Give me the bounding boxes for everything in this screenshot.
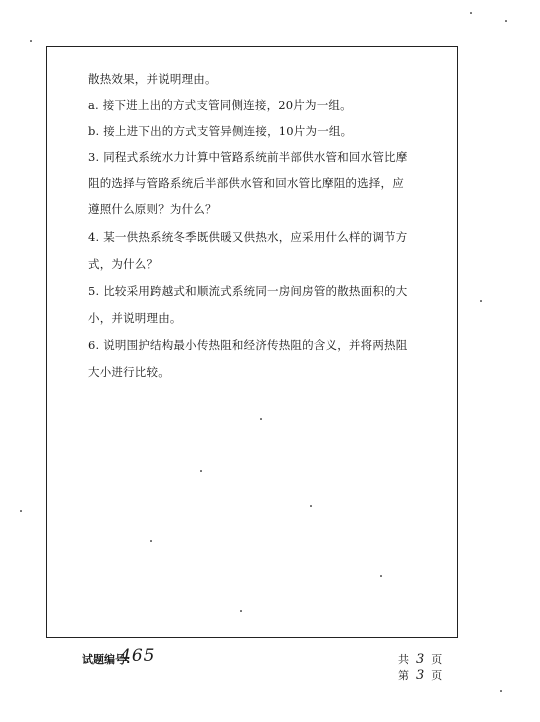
- total-pages-value: 3: [416, 652, 425, 667]
- question-4-line-1: 4. 某一供热系统冬季既供暖又供热水，应采用什么样的调节方: [88, 230, 408, 244]
- question-5-line-2: 小，并说明理由。: [88, 311, 182, 325]
- current-page-value: 3: [416, 668, 425, 683]
- current-page-suffix: 页: [431, 669, 443, 682]
- total-pages-suffix: 页: [431, 653, 443, 666]
- exam-code-label: 试题编号:: [82, 653, 131, 666]
- question-6-line-2: 大小进行比较。: [88, 365, 170, 379]
- question-3-line-2: 阻的选择与管路系统后半部供水管和回水管比摩阻的选择，应: [88, 176, 404, 190]
- total-pages-prefix: 共: [398, 653, 409, 666]
- question-5-line-1: 5. 比较采用跨越式和顺流式系统同一房间房管的散热面积的大: [88, 284, 408, 298]
- question-3-line-3: 遵照什么原则？为什么？: [88, 202, 217, 216]
- text-line-option-a: a. 接下进上出的方式支管同侧连接，20片为一组。: [88, 98, 352, 112]
- question-4-line-2: 式，为什么？: [88, 257, 159, 271]
- text-line-intro: 散热效果，并说明理由。: [88, 72, 217, 86]
- question-3-line-1: 3. 同程式系统水力计算中管路系统前半部供水管和回水管比摩: [88, 150, 408, 164]
- total-pages: [398, 651, 442, 667]
- current-page-prefix: 第: [398, 669, 409, 682]
- question-6-line-1: 6. 说明围护结构最小传热阻和经济传热阻的含义，并将两热阻: [88, 338, 408, 352]
- text-line-option-b: b. 接上进下出的方式支管异侧连接，10片为一组。: [88, 124, 353, 138]
- current-page: [398, 667, 442, 683]
- exam-code-value: 465: [120, 646, 156, 666]
